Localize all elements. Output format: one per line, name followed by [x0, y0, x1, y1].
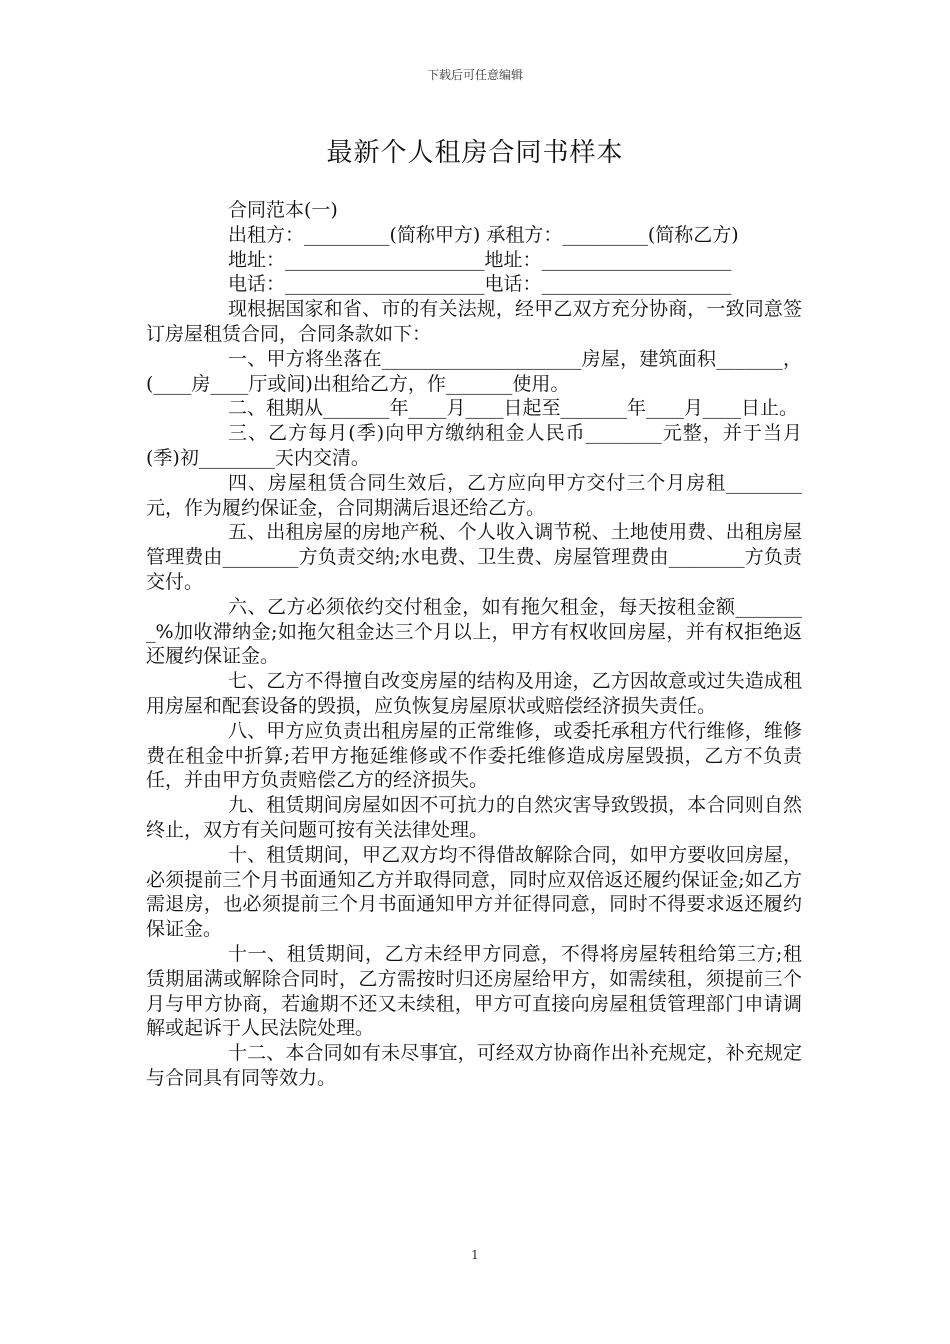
- clause-8: 八、甲方应负责出租房屋的正常维修，或委托承租方代行维修，维修费在租金中折算;若甲方拖延维修或不作委托维修造成房屋毁损，乙方不负责任，并由甲方负责赔偿乙方的经济损失。: [146, 719, 802, 792]
- clause-1: 一、甲方将坐落在_____________________房屋，建筑面积_______，(____房____厅或间)出租给乙方，作_______使用。: [146, 347, 802, 395]
- clause-9: 九、租赁期间房屋如因不可抗力的自然灾害导致毁损，本合同则自然终止，双方有关问题可按有关法律处理。: [146, 794, 802, 841]
- document-title: 最新个人租房合同书样本: [326, 138, 624, 168]
- address-line: 地址：_____________________地址：____________________: [228, 248, 732, 271]
- clause-7: 七、乙方不得擅自改变房屋的结构及用途，乙方因故意或过失造成租用房屋和配套设备的毁损，应负恢复房屋原状或赔偿经济损失责任。: [146, 670, 802, 717]
- clause-5: 五、出租房屋的房地产税、个人收入调节税、土地使用费、出租房屋管理费由________方负责交纳;水电费、卫生费、房屋管理费由________方负责交付。: [146, 521, 802, 593]
- clause-11: 十一、租赁期间，乙方未经甲方同意，不得将房屋转租给第三方;租赁期届满或解除合同时，乙方需按时归还房屋给甲方，如需续租，须提前三个月与甲方协商，若逾期不还又未续租，甲方可直接向房屋租赁管理部门申请调解或起诉于人民法院处理。: [146, 942, 802, 1040]
- header-note: 下载后可任意编辑: [426, 68, 523, 82]
- clause-6: 六、乙方必须依约交付租金，如有拖欠租金，每天按租金额________%加收滞纳金;如拖欠租金达三个月以上，甲方有权收回房屋，并有权拒绝返还履约保证金。: [146, 595, 802, 668]
- preamble: 现根据国家和省、市的有关法规，经甲乙双方充分协商，一致同意签订房屋租赁合同，合同条款如下：: [146, 298, 802, 345]
- contract-template-label: 合同范本(一): [228, 199, 338, 221]
- phone-line: 电话：_____________________电话：____________________: [228, 273, 732, 296]
- clause-3: 三、乙方每月(季)向甲方缴纳租金人民币________元整，并于当月(季)初________天内交清。: [146, 422, 802, 469]
- contract-body: [146, 198, 802, 1091]
- page-number: 1: [471, 1248, 479, 1262]
- clause-10: 十、租赁期间，甲乙双方均不得借故解除合同，如甲方要收回房屋，必须提前三个月书面通知乙方并取得同意，同时应双倍返还履约保证金;如乙方需退房，也必须提前三个月书面通知甲方并征得同意，同时不得要求返还履约保证金。: [146, 843, 802, 941]
- clause-2: 二、租期从_______年____月____日起至_______年____月____日止。: [228, 397, 799, 420]
- parties-line: 出租方：_________(简称甲方) 承租方：_________(简称乙方): [228, 223, 739, 246]
- clause-4: 四、房屋租赁合同生效后，乙方应向甲方交付三个月房租________元，作为履约保证金，合同期满后退还给乙方。: [146, 471, 802, 519]
- clause-12: 十二、本合同如有未尽事宜，可经双方协商作出补充规定，补充规定与合同具有同等效力。: [146, 1042, 802, 1089]
